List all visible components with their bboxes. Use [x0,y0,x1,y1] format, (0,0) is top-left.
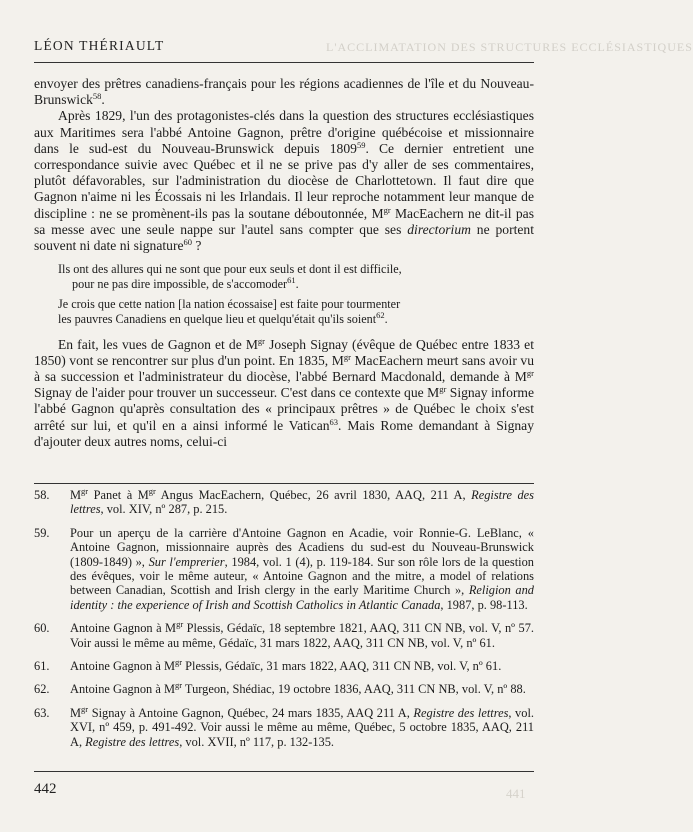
footnote-ref-61: 61 [287,274,296,285]
paragraph-1: envoyer des prêtres canadiens-français pour les régions acadiennes de l'île et du Nouveau-Brunswick$^{58}$. [34,76,534,108]
footnote-60: 60. Antoine Gagnon à $M^{gr}$ Plessis, Gédaïc, 18 septembre 1821, AAQ, 311 CN NB, vol. V, nº 57. Voir aussi le même au même, Gédaïc, 31 mars 1822, AAQ, 311 CN NB, vol. V, nº 61. [34,619,534,650]
footnote-63: 63. $M^{gr}$ Signay à Antoine Gagnon, Québec, 24 mars 1835, AAQ 211 A, Registre des lettres, vol. XVI, nº 459, p. 491-492. Voir aussi le même au même, Québec, 5 octobre 1835, AAQ, 211 A, Registre des lettres, vol. XVII, nº 117, p. 132-135. [34,703,534,749]
footnotes [34,488,534,758]
bleed-through-page-number: 441 [506,786,526,801]
body-text [34,76,534,450]
paragraph-3: En fait, les vues de Gagnon et de $M^{gr}$ Joseph Signay (évêque de Québec entre 1833 et 1850) vont se rencontrer sur plus d'un point. En 1835, $M^{gr}$ MacEachern meurt sans avoir vu à sa succession et l'administrateur du diocèse, l'abbé Bernard Macdonald, demande à $M^{gr}$ Signay de l'aider pour trouver un successeur. C'est dans ce contexte que $M^{gr}$ Signay informe l'abbé Gagnon qu'après consultation des « principaux prêtres » de Québec le choix s'est arrêté sur lui, et qu'il en a ainsi informé le Vatican$^{63}$. Mais Rome demandant à Signay d'ajouter deux autres noms, celui-ci [34,335,534,449]
footnote-ref-60: 60 [183,237,192,248]
footnote-59: 59. Pour un aperçu de la carrière d'Antoine Gagnon en Acadie, voir Ronnie-G. LeBlanc, « Antoine Gagnon, missionnaire auprès des Acadiens du sud-est du Nouveau-Brunswick (1809-1849) », Sur l'emprerier, 1984, vol. 1 (4), p. 119-184. Sur son rôle lors de la question des évêques, voir le même auteur, « Antoine Gagnon and the mitre, a model of relations between Canadian, Scottish and Irish clergy in the early Maritime Church », Religion and identity : the experience of Irish and Scottish Catholics in Atlantic Canada, 1987, p. 98-113. [34,525,534,612]
footnote-61: 61. Antoine Gagnon à $M^{gr}$ Plessis, Gédaïc, 31 mars 1822, AAQ, 311 CN NB, vol. V, nº 61. [34,657,502,674]
book-page [26,0,693,832]
running-head: LÉON THÉRIAULT [34,38,165,53]
footnote-58: 58. $M^{gr}$ Panet à $M^{gr}$ Angus MacEachern, Québec, 26 avril 1830, AAQ, 211 A, Registre des lettres, vol. XIV, nº 287, p. 215. [34,486,534,517]
bleed-through-heading: L'ACCLIMATATION DES STRUCTURES ECCLÉSIASTIQUES [326,40,693,54]
footnote-ref-59: 59 [356,139,366,150]
quote-1: Ils ont des allures qui ne sont que pour eux seuls et dont il est difficile, pour ne pas dire impossible, de s'accomoder$^{61}$. [58,262,402,291]
block-quote [58,262,534,326]
footnote-ref-62: 62 [376,310,385,321]
header-rule [34,62,534,63]
quote-2: Je crois que cette nation [la nation écossaise] est faite pour tourmenter les pauvres Canadiens en quelque lieu et quelqu'était qu'ils soient$^{62}$. [58,297,401,327]
paragraph-2: Après 1829, l'un des protagonistes-clés dans la question des structures ecclésiastiques aux Maritimes sera l'abbé Antoine Gagnon, prêtre d'origine québécoise et missionnaire dans le sud-est du Nouveau-Brunswick depuis 1809$^{59}$. Ce dernier entretient une correspondance suivie avec Québec et il ne se prive pas d'y aller de ses commentaires, plutôt défavorables, sur l'administration du diocèse de Charlottetown. Il faut dire que Gagnon n'aime ni les Écossais ni les Irlandais. Il leur reproche notamment leur manque de discipline : ne se promènent-ils pas la soutane déboutonnée, $M^{gr}$ MacEachern ne dit-il pas sa messe avec une seule nappe sur l'autel sans compter que ses directorium ne portent souvent ni date ni signature$^{60}$ ? [34,108,534,254]
footnote-ref-58: 58 [92,91,102,102]
footer-rule [34,771,534,772]
footnote-62: 62. Antoine Gagnon à $M^{gr}$ Turgeon, Shédiac, 19 octobre 1836, AAQ, 311 CN NB, vol. V, nº 88. [34,680,526,697]
page-number: 442 [34,781,57,797]
footnotes-rule [34,483,534,484]
footnote-ref-63: 63 [329,416,339,427]
